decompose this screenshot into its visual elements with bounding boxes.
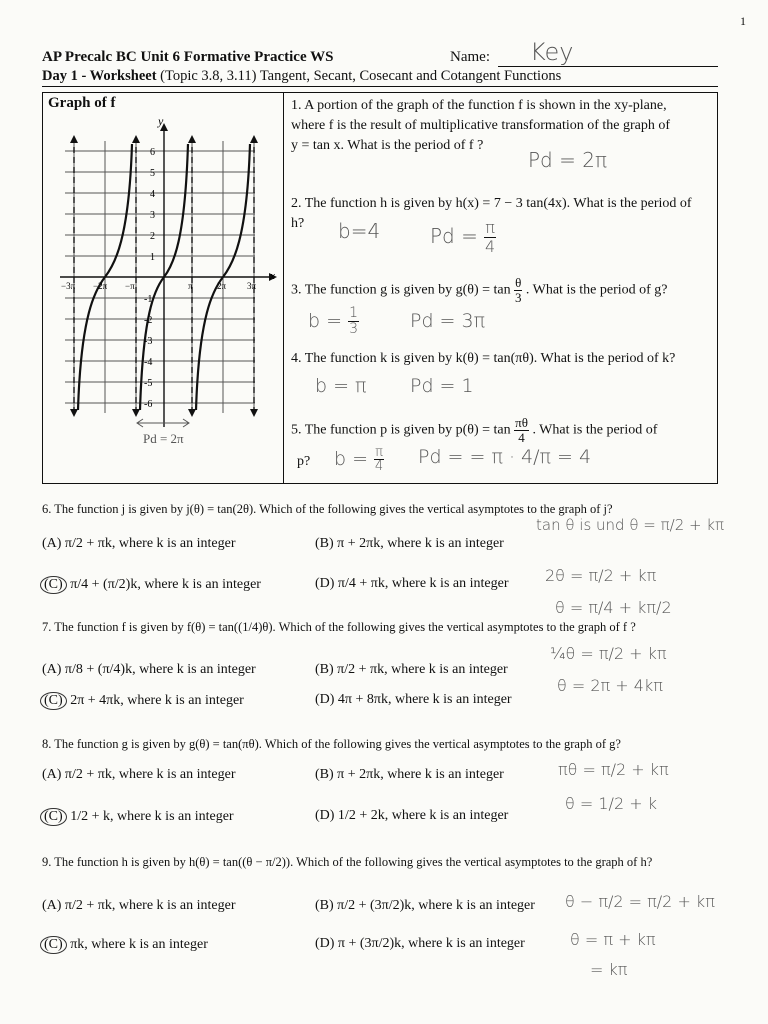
page-number: 1 (740, 14, 746, 28)
q3-suffix: . What is the period of g? (525, 282, 668, 298)
svg-text:3π: 3π (247, 281, 257, 291)
q6-choice-c-text: π/4 + (π/2)k, where k is an integer (70, 577, 261, 592)
q2-pd-fraction (484, 219, 496, 256)
q9-choice-b: (B) π/2 + (3π/2)k, where k is an integer (315, 898, 535, 913)
q3-arg-num: θ (515, 275, 522, 290)
q7-choice-b: (B) π/2 + πk, where k is an integer (315, 662, 508, 677)
q1-line1: 1. A portion of the graph of the function f is shown in the xy-plane, (291, 98, 667, 113)
q5-arg-num: πθ (515, 415, 528, 430)
question-7: 7. The function f is given by f(θ) = tan((1/4)θ). Which of the following gives the vertical asymptotes to the graph of f ? (42, 620, 636, 634)
name-value: Key (530, 38, 574, 66)
q3-prefix: 3. The function g is given by g(θ) = tan (291, 282, 511, 298)
q9-choice-a: (A) π/2 + πk, where k is an integer (42, 898, 236, 913)
q5-line2: p? (297, 454, 311, 469)
q2-pd-den: 4 (484, 237, 496, 256)
q9-choice-c-text: πk, where k is an integer (70, 937, 208, 952)
q8-choice-d: (D) 1/2 + 2k, where k is an integer (315, 808, 509, 823)
question-4: 4. The function k is given by k(θ) = tan(πθ). What is the period of k? (291, 351, 676, 366)
header-rule (42, 86, 718, 87)
q3-arg-den: 3 (515, 290, 522, 305)
q2-b: b=4 (338, 219, 381, 243)
q9-choice-c (40, 936, 208, 954)
q2-pd-label: Pd = (430, 224, 478, 248)
name-line (498, 66, 718, 67)
svg-text:−2π: −2π (93, 281, 108, 291)
svg-text:-2: -2 (144, 315, 153, 326)
q5-pd-label: Pd = (418, 446, 464, 468)
q6-choice-b: (B) π + 2πk, where k is an integer (315, 536, 504, 551)
q1-line2: where f is the result of multiplicative transformation of the graph of (291, 118, 671, 133)
q7-choice-d: (D) 4π + 8πk, where k is an integer (315, 692, 512, 707)
q1-answer: Pd = 2π (528, 148, 607, 172)
period-note: Pd = 2π (143, 431, 184, 446)
q2-line1: 2. The function h is given by h(x) = 7 − 3 tan(4x). What is the period of (291, 196, 692, 211)
q5-b-num: π (375, 445, 383, 460)
worksheet-subtitle (42, 68, 561, 85)
day-label: Day 1 - Worksheet (42, 68, 157, 84)
worksheet-title: AP Precalc BC Unit 6 Formative Practice WS (42, 49, 334, 65)
q7-choice-c-text: 2π + 4πk, where k is an integer (70, 693, 244, 708)
q2-pd-num: π (485, 218, 495, 237)
x-axis-label: x (270, 270, 275, 282)
name-label: Name: (450, 49, 490, 65)
graph-title: Graph of f (48, 95, 116, 111)
q5-b-fraction (374, 446, 384, 473)
q8-choice-c (40, 808, 234, 826)
svg-text:-3: -3 (144, 336, 153, 347)
q6-choice-a: (A) π/2 + πk, where k is an integer (42, 536, 236, 551)
q8-choice-c-text: 1/2 + k, where k is an integer (70, 809, 234, 824)
q9-work-3: = kπ (590, 960, 628, 979)
q3-b-label: b = (308, 310, 343, 332)
q7-work-1: ¼θ = π/2 + kπ (550, 644, 667, 663)
svg-text:−3π: −3π (61, 281, 76, 291)
question-3 (291, 276, 721, 305)
q7-choice-c (40, 692, 244, 710)
q5-b-label: b = (334, 448, 369, 470)
q8-work-1: πθ = π/2 + kπ (558, 760, 669, 779)
svg-text:2π: 2π (217, 281, 227, 291)
y-tick-labels (144, 147, 155, 410)
period-arrow (137, 419, 189, 427)
q5-prefix: 5. The function p is given by p(θ) = tan (291, 422, 511, 438)
q1-line3: y = tan x. What is the period of f ? (291, 138, 484, 153)
q5-b (334, 446, 384, 473)
q2-pd (430, 219, 496, 256)
q6-work-3: θ = π/4 + kπ/2 (555, 598, 672, 617)
question-1 (291, 96, 711, 156)
question-9: 9. The function h is given by h(θ) = tan((θ − π/2)). Which of the following gives the vertical asymptotes to the graph of h? (42, 855, 653, 869)
question-8: 8. The function g is given by g(θ) = tan(πθ). Which of the following gives the vertical asymptotes to the graph of g? (42, 737, 621, 751)
q5-b-den: 4 (374, 459, 384, 474)
box-divider (283, 92, 284, 484)
q3-b-num: 1 (349, 305, 358, 321)
q5-suffix: . What is the period of (532, 422, 658, 438)
q3-b-den: 3 (349, 321, 358, 337)
q8-work-2: θ = 1/2 + k (565, 794, 657, 813)
q3-b (308, 306, 359, 337)
topics: (Topic 3.8, 3.11) Tangent, Secant, Cosecant and Cotangent Functions (160, 68, 562, 84)
svg-text:-5: -5 (144, 378, 153, 389)
question-6: 6. The function j is given by j(θ) = tan(2θ). Which of the following gives the vertical asymptotes to the graph of j? (42, 502, 613, 516)
svg-text:-1: -1 (144, 294, 153, 305)
q9-work-1: θ − π/2 = π/2 + kπ (565, 892, 715, 911)
q6-choice-d: (D) π/4 + πk, where k is an integer (315, 576, 509, 591)
q7-work-2: θ = 2π + 4kπ (557, 676, 663, 695)
q3-pd: Pd = 3π (410, 310, 486, 332)
q5-arg-den: 4 (518, 430, 525, 445)
svg-text:6: 6 (150, 147, 155, 158)
question-5 (291, 416, 715, 445)
q9-choice-c-circle: (C) (40, 936, 67, 954)
q5-pd-tail: = π · 4/π = 4 (469, 446, 592, 468)
q9-choice-d: (D) π + (3π/2)k, where k is an integer (315, 936, 525, 951)
svg-text:π: π (188, 281, 193, 291)
q6-choice-c-circle: (C) (40, 576, 67, 594)
q3-arg (514, 276, 522, 305)
q8-choice-a: (A) π/2 + πk, where k is an integer (42, 767, 236, 782)
q8-choice-b: (B) π + 2πk, where k is an integer (315, 767, 504, 782)
q4-b: b = π (315, 375, 367, 397)
svg-text:5: 5 (150, 168, 155, 179)
q3-b-fraction (348, 306, 359, 337)
q6-choice-c (40, 576, 261, 594)
svg-text:4: 4 (150, 189, 155, 200)
q2-line2: h? (291, 216, 305, 231)
q4-pd: Pd = 1 (410, 375, 474, 397)
svg-text:2: 2 (150, 231, 155, 242)
q5-arg (514, 416, 529, 445)
graph-of-f (55, 115, 283, 455)
y-axis-label: y (158, 115, 164, 128)
svg-text:3: 3 (150, 210, 155, 221)
q8-choice-c-circle: (C) (40, 808, 67, 826)
svg-text:−π: −π (125, 281, 135, 291)
svg-text:-6: -6 (144, 399, 153, 410)
q6-work-2: 2θ = π/2 + kπ (545, 566, 657, 585)
q5-pd (418, 446, 591, 468)
svg-text:-4: -4 (144, 357, 153, 368)
q9-work-2: θ = π + kπ (570, 930, 656, 949)
q6-work-1: tan θ is und θ = π/2 + kπ (536, 516, 725, 534)
svg-text:1: 1 (150, 252, 155, 263)
q7-choice-a: (A) π/8 + (π/4)k, where k is an integer (42, 662, 256, 677)
q7-choice-c-circle: (C) (40, 692, 67, 710)
